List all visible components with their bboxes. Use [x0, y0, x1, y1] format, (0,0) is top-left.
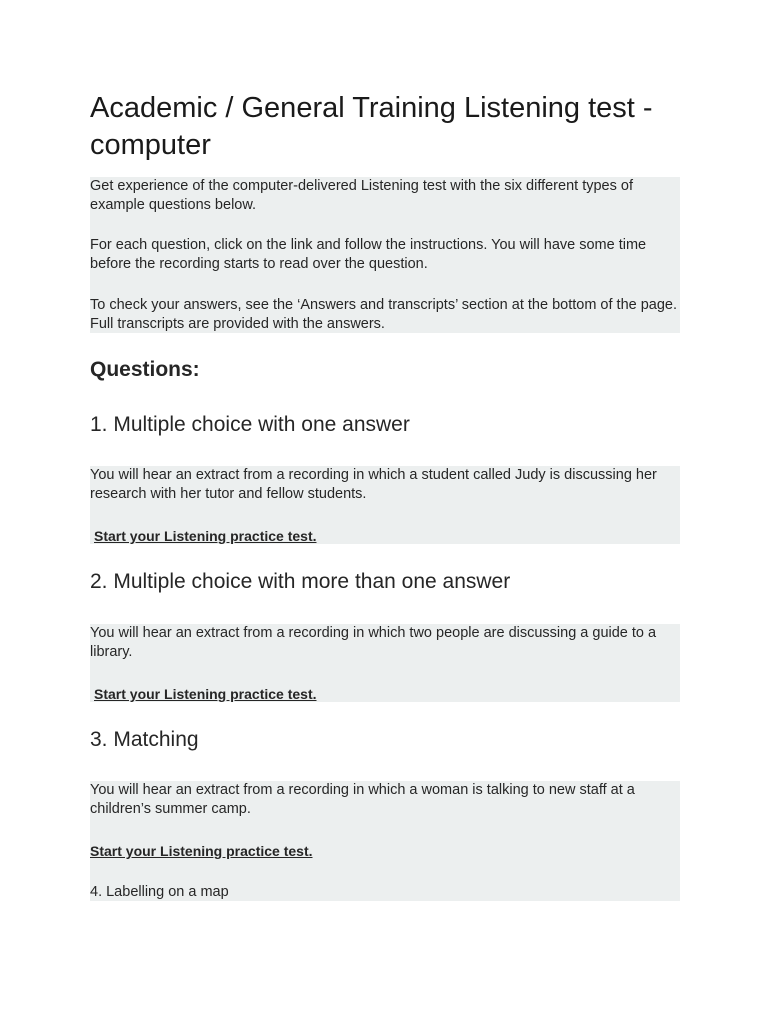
question-2-description: You will hear an extract from a recording in which two people are discussing a guide to a library. [90, 625, 657, 660]
question-3-description: You will hear an extract from a recording in which a woman is talking to new staff at a children’s summer camp. [90, 782, 635, 817]
question-1-box [90, 466, 680, 544]
intro-paragraph-2: For each question, click on the link and follow the instructions. You will have some time before the recording starts to read over the question. [90, 237, 647, 272]
question-2-start-link[interactable]: Start your Listening practice test. [94, 686, 317, 702]
question-4-heading: 4. Labelling on a map [90, 884, 229, 900]
intro-paragraph-1: Get experience of the computer-delivered Listening test with the six different types of example questions below. [90, 178, 633, 213]
question-2-heading: 2. Multiple choice with more than one answer [90, 570, 511, 593]
page-title: Academic / General Training Listening test - computer [90, 92, 653, 161]
question-3-heading: 3. Matching [90, 728, 199, 751]
question-3-box [90, 781, 680, 901]
question-2-box [90, 624, 680, 702]
question-1-heading: 1. Multiple choice with one answer [90, 413, 410, 436]
questions-heading: Questions: [90, 358, 200, 381]
intro-paragraph-3: To check your answers, see the ‘Answers and transcripts’ section at the bottom of the page. Full transcripts are provided with the answers. [90, 297, 678, 332]
intro-box [90, 177, 680, 333]
question-3-start-link[interactable]: Start your Listening practice test. [90, 843, 313, 859]
question-1-start-link[interactable]: Start your Listening practice test. [94, 528, 317, 544]
question-1-description: You will hear an extract from a recording in which a student called Judy is discussing her research with her tutor and fellow students. [90, 467, 657, 502]
